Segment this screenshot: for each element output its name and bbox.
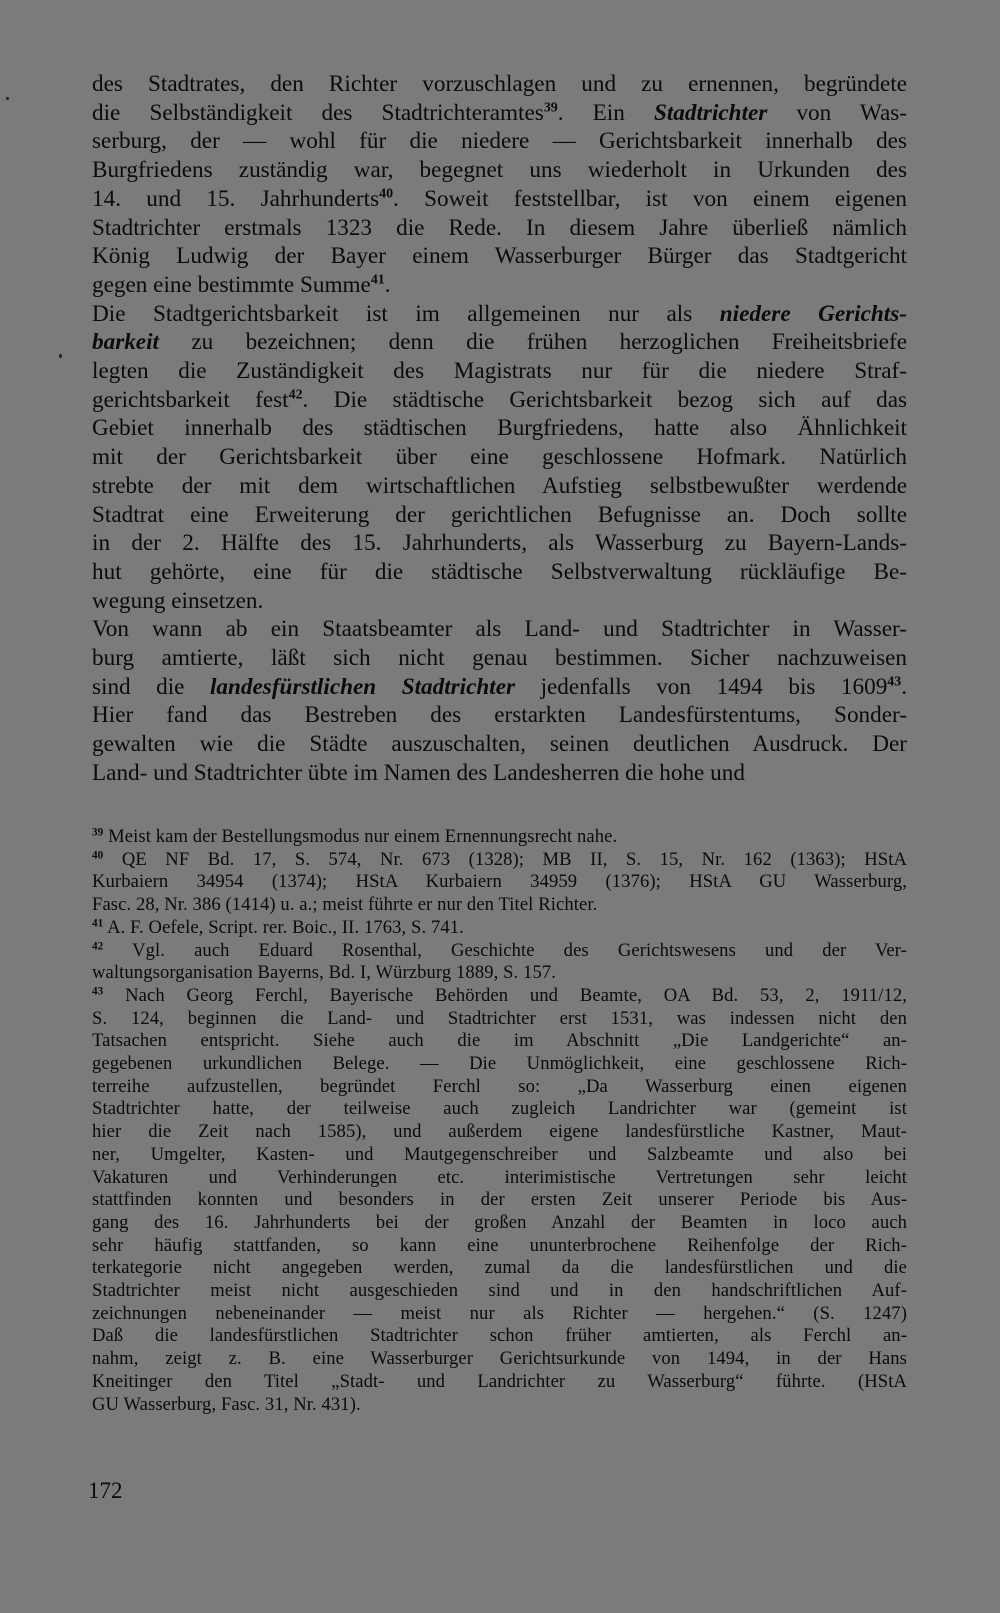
text-line: hut gehörte, eine für die städtische Selbstverwaltung rückläufige Be- [92,558,907,585]
text-line: sind die landesfürstlichen Stadtrichter jedenfalls von 1494 bis 1609$^{43}$. [92,673,907,700]
text-line: stattfinden konnten und besonders in der ersten Zeit unserer Periode bis Aus- [92,1189,907,1211]
text-line: $^{41}$ A. F. Oefele, Script. rer. Boic., II. 1763, S. 741. [92,916,464,938]
text-line: $^{39}$ Meist kam der Bestellungsmodus nur einem Ernennungsrecht nahe. [92,826,618,847]
text-line: strebte der mit dem wirtschaftlichen Aufstieg selbstbewußter werdende [92,472,907,499]
footnote-marker: 39 [543,100,558,116]
paragraph [92,70,907,300]
footnote-marker: 43 [887,674,902,690]
footnote-marker: 41 [370,272,385,288]
scan-speck [59,354,62,358]
text-line: Die Stadtgerichtsbarkeit ist im allgemeinen nur als niedere Gerichts- [92,300,907,327]
footnote-marker: 41 [92,917,104,930]
emphasized-term: landesfürstlichen Stadtrichter [209,673,516,700]
text-line: König Ludwig der Bayer einem Wasserburger Bürger das Stadtgericht [92,243,907,270]
emphasized-term: Stadtrichter [653,99,768,126]
scan-speck [6,97,9,100]
footnotes [92,826,907,1416]
footnote [92,985,907,1416]
text-line: Land- und Stadtrichter übte im Namen des Landesherren die hohe und [92,759,745,786]
paragraph [92,615,907,787]
text-line: wegung einsetzen. [92,587,264,614]
text-line: Hier fand das Bestreben des erstarkten Landesfürstentums, Sonder- [92,702,907,729]
text-line: des Stadtrates, den Richter vorzuschlagen und zu ernennen, begründete [92,71,907,97]
footnote [92,826,907,849]
page-number: 172 [88,1478,123,1503]
text-line: GU Wasserburg, Fasc. 31, Nr. 431). [92,1393,361,1415]
text-line: mit der Gerichtsbarkeit über eine geschlossene Hofmark. Natürlich [92,444,907,471]
footnote-marker: 42 [92,939,104,952]
footnote-marker: 40 [379,186,394,202]
text-line: terkategorie nicht angegeben werden, zumal da die landesfürstlichen und die [92,1257,907,1279]
footnote-marker: 40 [92,849,104,862]
footnote [92,940,907,985]
text-line: sehr häufig stattfanden, so kann eine ununterbrochene Reihenfolge der Rich- [92,1234,907,1256]
text-line: Burgfriedens zuständig war, begegnet uns wiederholt in Urkunden des [92,157,907,184]
text-line: $^{43}$ Nach Georg Ferchl, Bayerische Behörden und Beamte, OA Bd. 53, 2, 1911/12, [92,984,907,1006]
footnote [92,917,907,940]
footnote-marker: 43 [92,985,104,998]
text-line: Tatsachen entspricht. Siehe auch die im Abschnitt „Die Landgerichte“ an- [92,1030,907,1052]
text-line: gegen eine bestimmte Summe$^{41}$. [92,271,391,298]
text-line: nahm, zeigt z. B. eine Wasserburger Gerichtsurkunde von 1494, in der Hans [92,1348,907,1370]
paragraph [92,300,907,616]
text-line: Kneitinger den Titel „Stadt- und Landrichter zu Wasserburg“ führte. (HStA [92,1370,907,1392]
text-line: zeichnungen nebeneinander — meist nur als Richter — hergehen.“ (S. 1247) [92,1302,907,1324]
text-line: barkeit zu bezeichnen; denn die frühen herzoglichen Freiheitsbriefe [92,329,907,356]
footnote-marker: 39 [92,826,104,839]
text-line: Daß die landesfürstlichen Stadtrichter schon früher amtierten, als Ferchl an- [92,1325,907,1347]
text-line: Gebiet innerhalb des städtischen Burgfriedens, hatte also Ähnlichkeit [92,415,907,442]
footnote [92,849,907,917]
text-line: S. 124, beginnen die Land- und Stadtrichter erst 1531, was indessen nicht den [92,1007,907,1029]
text-line: Stadtrichter hatte, der teilweise auch zugleich Landrichter war (gemeint ist [92,1098,907,1120]
text-line: Von wann ab ein Staatsbeamter als Land- und Stadtrichter in Wasser- [92,616,907,643]
text-line: Stadtrichter erstmals 1323 die Rede. In diesem Jahre überließ nämlich [92,214,907,241]
text-line: $^{40}$ QE NF Bd. 17, S. 574, Nr. 673 (1328); MB II, S. 15, Nr. 162 (1363); HStA [92,848,907,870]
text-line: gerichtsbarkeit fest$^{42}$. Die städtische Gerichtsbarkeit bezog sich auf das [92,386,908,413]
text-line: gewalten wie die Städte auszuschalten, seinen deutlichen Ausdruck. Der [92,731,907,758]
text-line: Fasc. 28, Nr. 386 (1414) u. a.; meist führte er nur den Titel Richter. [92,894,598,916]
text-line: hier die Zeit nach 1585), und außerdem eigene landesfürstliche Kastner, Maut- [92,1121,907,1143]
text-line: gang des 16. Jahrhunderts bei der großen Anzahl der Beamten in loco auch [92,1211,907,1233]
emphasized-term: niedere Gerichts- [719,300,907,327]
text-line: in der 2. Hälfte des 15. Jahrhunderts, als Wasserburg zu Bayern-Lands- [92,530,907,557]
text-line: waltungsorganisation Bayerns, Bd. I, Würzburg 1889, S. 157. [92,962,556,984]
text-line: $^{42}$ Vgl. auch Eduard Rosenthal, Geschichte des Gerichtswesens und der Ver- [92,939,907,961]
text-line: die Selbständigkeit des Stadtrichteramtes$^{39}$. Ein Stadtrichter von Was- [92,99,907,126]
footnote-marker: 42 [288,387,303,403]
text-line: Stadtrichter meist nicht ausgeschieden sind und in den handschriftlichen Auf- [92,1280,907,1302]
text-line: Stadtrat eine Erweiterung der gerichtlichen Befugnisse an. Doch sollte [92,501,907,528]
main-text [92,70,907,788]
text-line: Vakaturen und Verhinderungen etc. interimistische Vertretungen sehr leicht [92,1166,907,1188]
text-line: Kurbaiern 34954 (1374); HStA Kurbaiern 34959 (1376); HStA GU Wasserburg, [92,871,907,893]
emphasized-term: barkeit [92,329,159,356]
text-line: ner, Umgelter, Kasten- und Mautgegenschreiber und Salzbeamte und also bei [92,1143,907,1165]
text-line: serburg, der — wohl für die niedere — Gerichtsbarkeit innerhalb des [92,128,907,155]
text-line: terreihe aufzustellen, begründet Ferchl so: „Da Wasserburg einen eigenen [92,1075,907,1097]
text-line: burg amtierte, läßt sich nicht genau bestimmen. Sicher nachzuweisen [92,645,907,672]
text-line: gegebenen urkundlichen Belege. — Die Unmöglichkeit, eine geschlossene Rich- [92,1053,907,1075]
text-line: 14. und 15. Jahrhunderts$^{40}$. Soweit feststellbar, ist von einem eigenen [92,185,907,212]
text-line: legten die Zuständigkeit des Magistrats nur für die niedere Straf- [92,358,907,385]
